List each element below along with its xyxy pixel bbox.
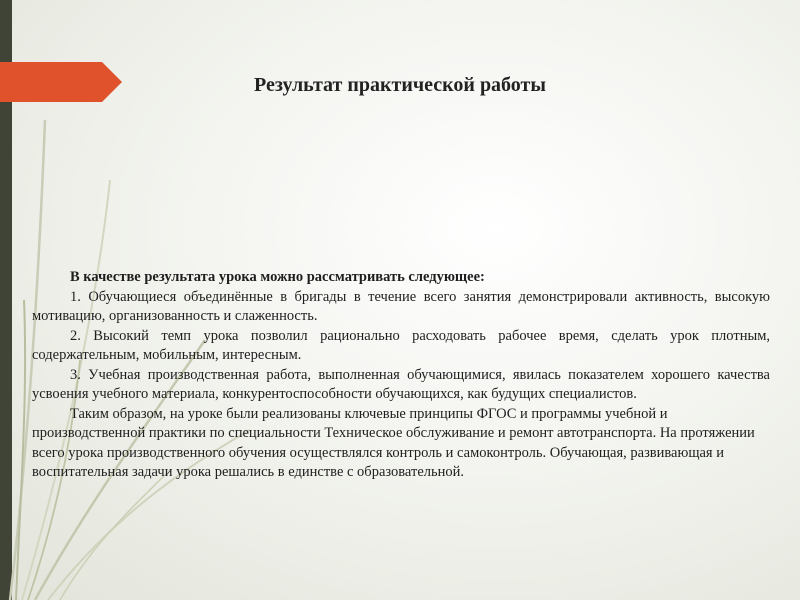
lead-paragraph: В качестве результата урока можно рассматривать следующее: [70, 269, 485, 285]
conclusion-paragraph: Таким образом, на уроке были реализованы ключевые принципы ФГОС и программы учебной и производственной практики по специальности Техническое обслуживание и ремонт автотранспорта. На протяжении всего урока производственного обучения осуществлялся контроль и самоконтроль. Обучающая, развивающая и воспитательная задачи урока решались в единстве с образовательной. [32, 405, 755, 480]
accent-arrow-shape [0, 62, 122, 102]
slide-body [32, 268, 770, 483]
result-item-3: 3. Учебная производственная работа, выполненная обучающимися, явилась показателем хорошего качества усвоения учебного материала, конкурентоспособности обучающихся, как будущих специалистов. [32, 366, 770, 402]
slide-title: Результат практической работы [254, 74, 546, 96]
result-item-2: 2. Высокий темп урока позволил рационально расходовать рабочее время, сделать урок плотным, содержательным, мобильным, интересным. [32, 327, 770, 363]
result-item-1: 1. Обучающиеся объединённые в бригады в течение всего занятия демонстрировали активность, высокую мотивацию, организованность и слаженность. [32, 288, 770, 324]
